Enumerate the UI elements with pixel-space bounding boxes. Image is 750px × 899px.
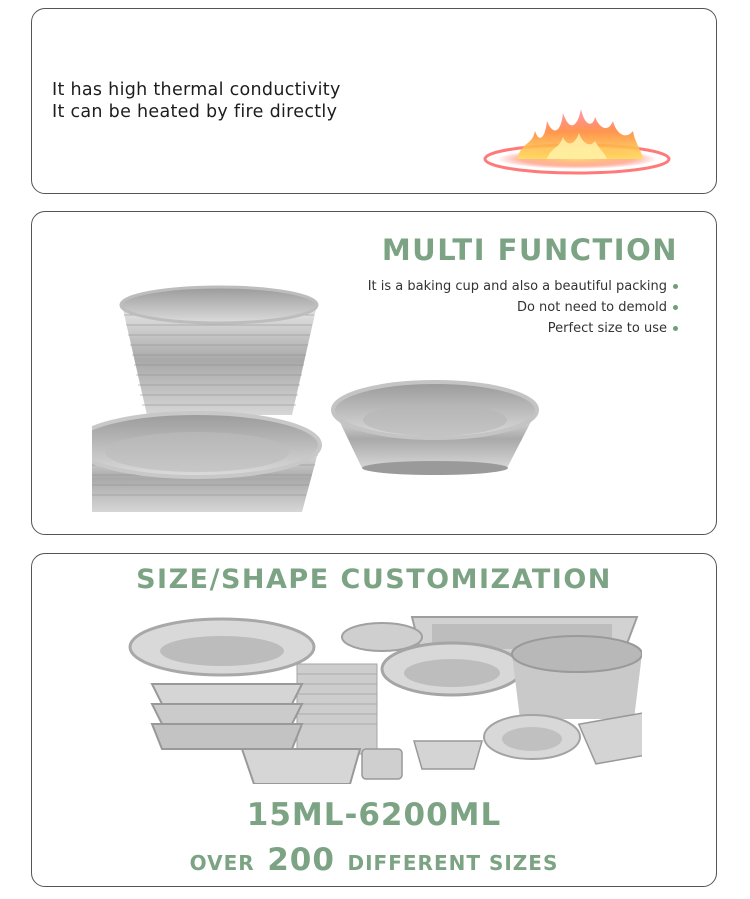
foil-pans-image (92, 280, 552, 530)
thermal-line-1: It has high thermal conductivity (52, 80, 341, 100)
thermal-description (52, 79, 341, 123)
thermal-card (31, 8, 717, 194)
bullet-dot-icon (673, 305, 678, 310)
size-count-line (32, 842, 716, 878)
feature-item: Do not need to demold (368, 297, 678, 318)
customization-title: SIZE/SHAPE CUSTOMIZATION (136, 564, 612, 595)
bullet-dot-icon (673, 326, 678, 331)
foil-containers-image (122, 609, 642, 784)
multi-function-card (31, 211, 717, 535)
size-count-number: 200 (267, 842, 335, 878)
size-count-suffix: DIFFERENT SIZES (347, 851, 559, 875)
bullet-dot-icon (673, 284, 678, 289)
thermal-line-2: It can be heated by fire directly (52, 102, 338, 122)
feature-item: It is a baking cup and also a beautiful packing (368, 276, 678, 297)
size-count-prefix: OVER (189, 851, 255, 875)
feature-item: Perfect size to use (368, 318, 678, 339)
multi-function-title: MULTI FUNCTION (381, 233, 678, 267)
capacity-range: 15ML-6200ML (246, 797, 502, 833)
fire-icon (477, 91, 677, 181)
customization-card (31, 553, 717, 887)
